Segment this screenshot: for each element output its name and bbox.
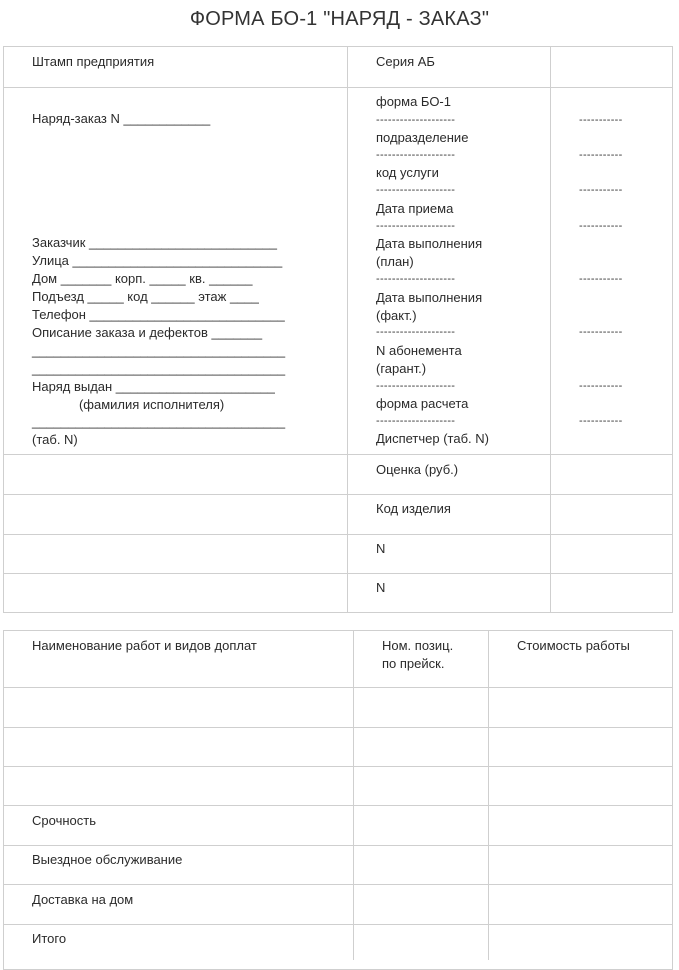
dash-separator: -------------------- <box>376 220 456 232</box>
dash-separator: -------------------- <box>376 184 456 196</box>
dash-separator: -------------------- <box>376 326 456 338</box>
column-divider <box>353 630 354 960</box>
price-position-header: Ном. позиц. по прейск. <box>382 638 454 671</box>
value-placeholder: ----------- <box>579 273 623 285</box>
estimate-label: Оценка (руб.) <box>376 462 459 477</box>
accept-date-label: Дата приема <box>376 201 454 216</box>
dash-separator: -------------------- <box>376 149 456 161</box>
plan-caption: (план) <box>376 254 414 269</box>
row-divider <box>3 687 673 688</box>
subscription-label: N абонемента <box>376 343 462 358</box>
row-divider <box>3 766 673 767</box>
street-line: Улица _____________________________ <box>32 253 283 268</box>
entrance-line: Подъезд _____ код ______ этаж ____ <box>32 289 259 304</box>
item-code-label: Код изделия <box>376 501 451 516</box>
value-placeholder: ----------- <box>579 326 623 338</box>
house-line: Дом _______ корп. _____ кв. ______ <box>32 271 253 286</box>
row-divider <box>3 924 673 925</box>
work-cost-header: Стоимость работы <box>517 638 630 653</box>
page-title: ФОРМА БО-1 "НАРЯД - ЗАКАЗ" <box>189 8 490 30</box>
order-number-line: Наряд-заказ N ____________ <box>32 111 211 126</box>
stamp-label: Штамп предприятия <box>32 54 155 69</box>
total-row-label: Итого <box>32 931 67 946</box>
number-label: N <box>376 541 386 556</box>
executor-caption: (фамилия исполнителя) <box>32 397 225 412</box>
column-divider <box>550 46 551 613</box>
bottom-table-border <box>3 630 673 970</box>
blank-line: ___________________________________ <box>32 361 286 376</box>
column-divider <box>347 46 348 613</box>
row-divider <box>3 884 673 885</box>
value-placeholder: ----------- <box>579 184 623 196</box>
value-placeholder: ----------- <box>579 380 623 392</box>
row-divider <box>3 727 673 728</box>
plan-date-label: Дата выполнения <box>376 236 483 251</box>
visit-service-row-label: Выездное обслуживание <box>32 852 183 867</box>
tab-number-caption: (таб. N) <box>32 432 78 447</box>
guarantee-caption: (гарант.) <box>376 361 427 376</box>
dispatcher-label: Диспетчер (таб. N) <box>376 431 489 446</box>
column-divider <box>488 630 489 960</box>
series-label: Серия АБ <box>376 54 435 69</box>
row-divider <box>3 534 673 535</box>
blank-line: ___________________________________ <box>32 343 286 358</box>
works-name-header: Наименование работ и видов доплат <box>32 638 257 653</box>
dash-separator: -------------------- <box>376 380 456 392</box>
row-divider <box>3 845 673 846</box>
dash-separator: -------------------- <box>376 415 456 427</box>
department-label: подразделение <box>376 130 469 145</box>
value-placeholder: ----------- <box>579 114 623 126</box>
row-divider <box>3 805 673 806</box>
value-placeholder: ----------- <box>579 149 623 161</box>
fact-date-label: Дата выполнения <box>376 290 483 305</box>
row-divider <box>3 494 673 495</box>
description-line: Описание заказа и дефектов _______ <box>32 325 263 340</box>
dash-separator: -------------------- <box>376 114 456 126</box>
home-delivery-row-label: Доставка на дом <box>32 892 134 907</box>
fact-caption: (факт.) <box>376 308 417 323</box>
service-code-label: код услуги <box>376 165 439 180</box>
blank-line: ___________________________________ <box>32 414 286 429</box>
value-placeholder: ----------- <box>579 220 623 232</box>
row-divider <box>3 87 673 88</box>
issued-line: Наряд выдан ______________________ <box>32 379 275 394</box>
payment-form-label: форма расчета <box>376 396 469 411</box>
phone-line: Телефон ___________________________ <box>32 307 285 322</box>
dash-separator: -------------------- <box>376 273 456 285</box>
number-label: N <box>376 580 386 595</box>
urgency-row-label: Срочность <box>32 813 96 828</box>
value-placeholder: ----------- <box>579 415 623 427</box>
row-divider <box>3 573 673 574</box>
form-bo1-label: форма БО-1 <box>376 94 451 109</box>
customer-line: Заказчик __________________________ <box>32 235 277 250</box>
row-divider <box>3 454 673 455</box>
